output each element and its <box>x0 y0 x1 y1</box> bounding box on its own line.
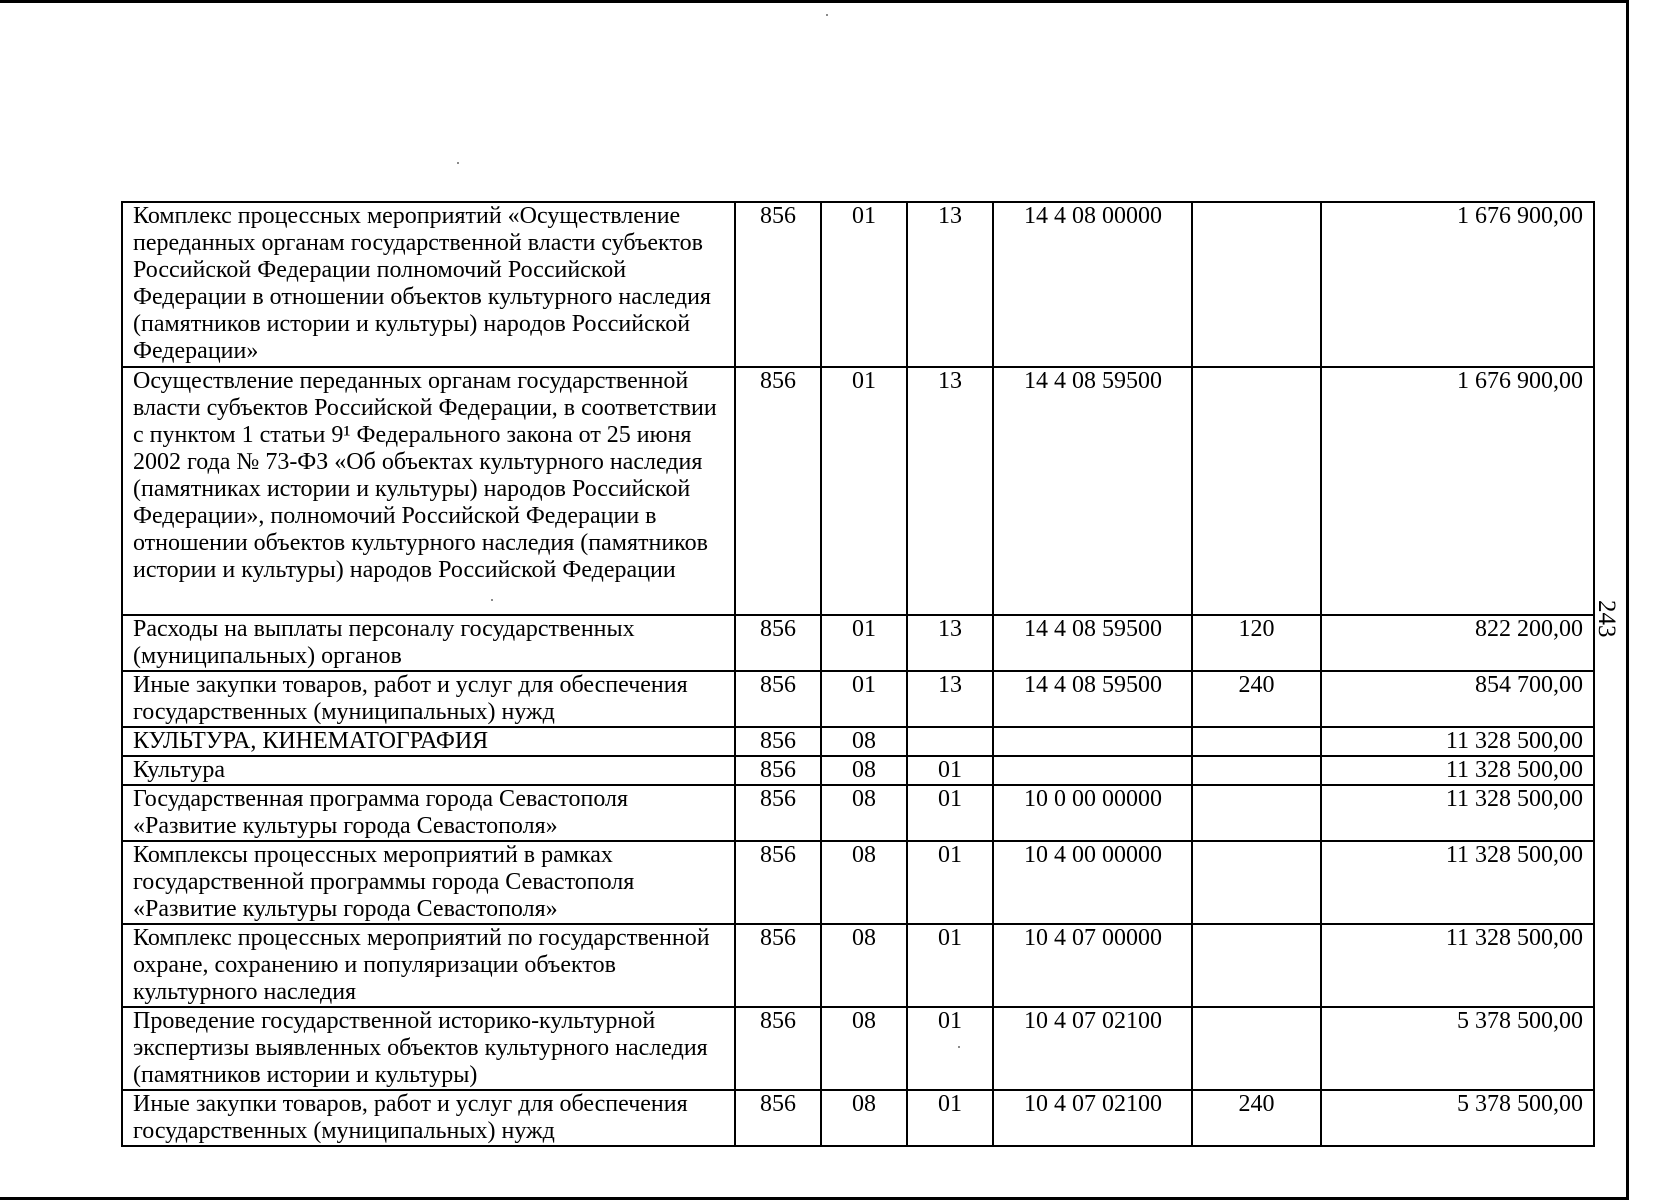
subsection-code: 01 <box>907 1090 993 1146</box>
table-row <box>122 202 1594 367</box>
section-code: 08 <box>821 1007 907 1090</box>
target-article-code: 14 4 08 59500 <box>993 367 1192 615</box>
section-code: 08 <box>821 785 907 841</box>
expense-type-code <box>1192 756 1321 785</box>
target-article-code <box>993 727 1192 756</box>
subsection-code: 13 <box>907 202 993 367</box>
row-name: Комплексы процессных мероприятий в рамках государственной программы города Севастополя «Развитие культуры города Севастополя» <box>122 841 735 924</box>
table-row <box>122 615 1594 671</box>
amount: 5 378 500,00 <box>1321 1090 1594 1146</box>
section-code: 08 <box>821 756 907 785</box>
section-code: 08 <box>821 727 907 756</box>
row-name: Комплекс процессных мероприятий по государственной охране, сохранению и популяризации объектов культурного наследия <box>122 924 735 1007</box>
section-code: 01 <box>821 202 907 367</box>
row-name: Государственная программа города Севастополя «Развитие культуры города Севастополя» <box>122 785 735 841</box>
subsection-code: 13 <box>907 615 993 671</box>
target-article-code: 10 4 07 02100 <box>993 1007 1192 1090</box>
subsection-code <box>907 727 993 756</box>
table-row <box>122 841 1594 924</box>
page-number: 243 <box>1593 600 1620 638</box>
row-name: Иные закупки товаров, работ и услуг для обеспечения государственных (муниципальных) нужд <box>122 1090 735 1146</box>
expense-type-code: 120 <box>1192 615 1321 671</box>
budget-table <box>121 201 1595 1147</box>
row-name: Иные закупки товаров, работ и услуг для обеспечения государственных (муниципальных) нужд <box>122 671 735 727</box>
ministry-code: 856 <box>735 727 821 756</box>
amount: 11 328 500,00 <box>1321 841 1594 924</box>
expense-type-code: 240 <box>1192 1090 1321 1146</box>
table-row <box>122 671 1594 727</box>
section-code: 01 <box>821 615 907 671</box>
ministry-code: 856 <box>735 785 821 841</box>
table-row <box>122 1090 1594 1146</box>
row-name: Осуществление переданных органам государственной власти субъектов Российской Федерации, в соответствии с пунктом 1 статьи 9¹ Федерального закона от 25 июня 2002 года № 73-ФЗ «Об объектах культурного наследия (памятниках истории и культуры) народов Российской Федерации», полномочий Российской Федерации в отношении объектов культурного наследия (памятников истории и культуры) народов Российской Федерации <box>122 367 735 615</box>
expense-type-code: 240 <box>1192 671 1321 727</box>
ministry-code: 856 <box>735 671 821 727</box>
subsection-code: 01 <box>907 756 993 785</box>
expense-type-code <box>1192 202 1321 367</box>
amount: 1 676 900,00 <box>1321 367 1594 615</box>
target-article-code: 10 4 07 02100 <box>993 1090 1192 1146</box>
target-article-code: 10 4 00 00000 <box>993 841 1192 924</box>
section-code: 01 <box>821 367 907 615</box>
ministry-code: 856 <box>735 615 821 671</box>
row-name: Расходы на выплаты персоналу государственных (муниципальных) органов <box>122 615 735 671</box>
amount: 11 328 500,00 <box>1321 727 1594 756</box>
scan-speck <box>457 162 459 164</box>
table-row <box>122 727 1594 756</box>
expense-type-code <box>1192 1007 1321 1090</box>
ministry-code: 856 <box>735 367 821 615</box>
target-article-code <box>993 756 1192 785</box>
expense-type-code <box>1192 367 1321 615</box>
amount: 854 700,00 <box>1321 671 1594 727</box>
expense-type-code <box>1192 841 1321 924</box>
section-code: 08 <box>821 924 907 1007</box>
ministry-code: 856 <box>735 924 821 1007</box>
row-name: Проведение государственной историко-культурной экспертизы выявленных объектов культурного наследия (памятников истории и культуры) <box>122 1007 735 1090</box>
target-article-code: 10 4 07 00000 <box>993 924 1192 1007</box>
row-name: КУЛЬТУРА, КИНЕМАТОГРАФИЯ <box>122 727 735 756</box>
row-name: Комплекс процессных мероприятий «Осуществление переданных органам государственной власти субъектов Российской Федерации полномочий Российской Федерации в отношении объектов культурного наследия (памятников истории и культуры) народов Российской Федерации» <box>122 202 735 367</box>
scan-speck <box>826 14 828 16</box>
target-article-code: 14 4 08 59500 <box>993 671 1192 727</box>
table-row <box>122 1007 1594 1090</box>
ministry-code: 856 <box>735 756 821 785</box>
target-article-code: 14 4 08 59500 <box>993 615 1192 671</box>
amount: 822 200,00 <box>1321 615 1594 671</box>
amount: 1 676 900,00 <box>1321 202 1594 367</box>
subsection-code: 13 <box>907 367 993 615</box>
section-code: 01 <box>821 671 907 727</box>
section-code: 08 <box>821 1090 907 1146</box>
expense-type-code <box>1192 785 1321 841</box>
subsection-code: 01 <box>907 1007 993 1090</box>
ministry-code: 856 <box>735 202 821 367</box>
target-article-code: 14 4 08 00000 <box>993 202 1192 367</box>
subsection-code: 01 <box>907 841 993 924</box>
ministry-code: 856 <box>735 1007 821 1090</box>
amount: 11 328 500,00 <box>1321 756 1594 785</box>
subsection-code: 13 <box>907 671 993 727</box>
expense-type-code <box>1192 727 1321 756</box>
amount: 5 378 500,00 <box>1321 1007 1594 1090</box>
section-code: 08 <box>821 841 907 924</box>
ministry-code: 856 <box>735 1090 821 1146</box>
table-row <box>122 785 1594 841</box>
table-row <box>122 756 1594 785</box>
subsection-code: 01 <box>907 924 993 1007</box>
target-article-code: 10 0 00 00000 <box>993 785 1192 841</box>
expense-type-code <box>1192 924 1321 1007</box>
subsection-code: 01 <box>907 785 993 841</box>
ministry-code: 856 <box>735 841 821 924</box>
amount: 11 328 500,00 <box>1321 785 1594 841</box>
row-name: Культура <box>122 756 735 785</box>
table-row <box>122 924 1594 1007</box>
table-row <box>122 367 1594 615</box>
amount: 11 328 500,00 <box>1321 924 1594 1007</box>
